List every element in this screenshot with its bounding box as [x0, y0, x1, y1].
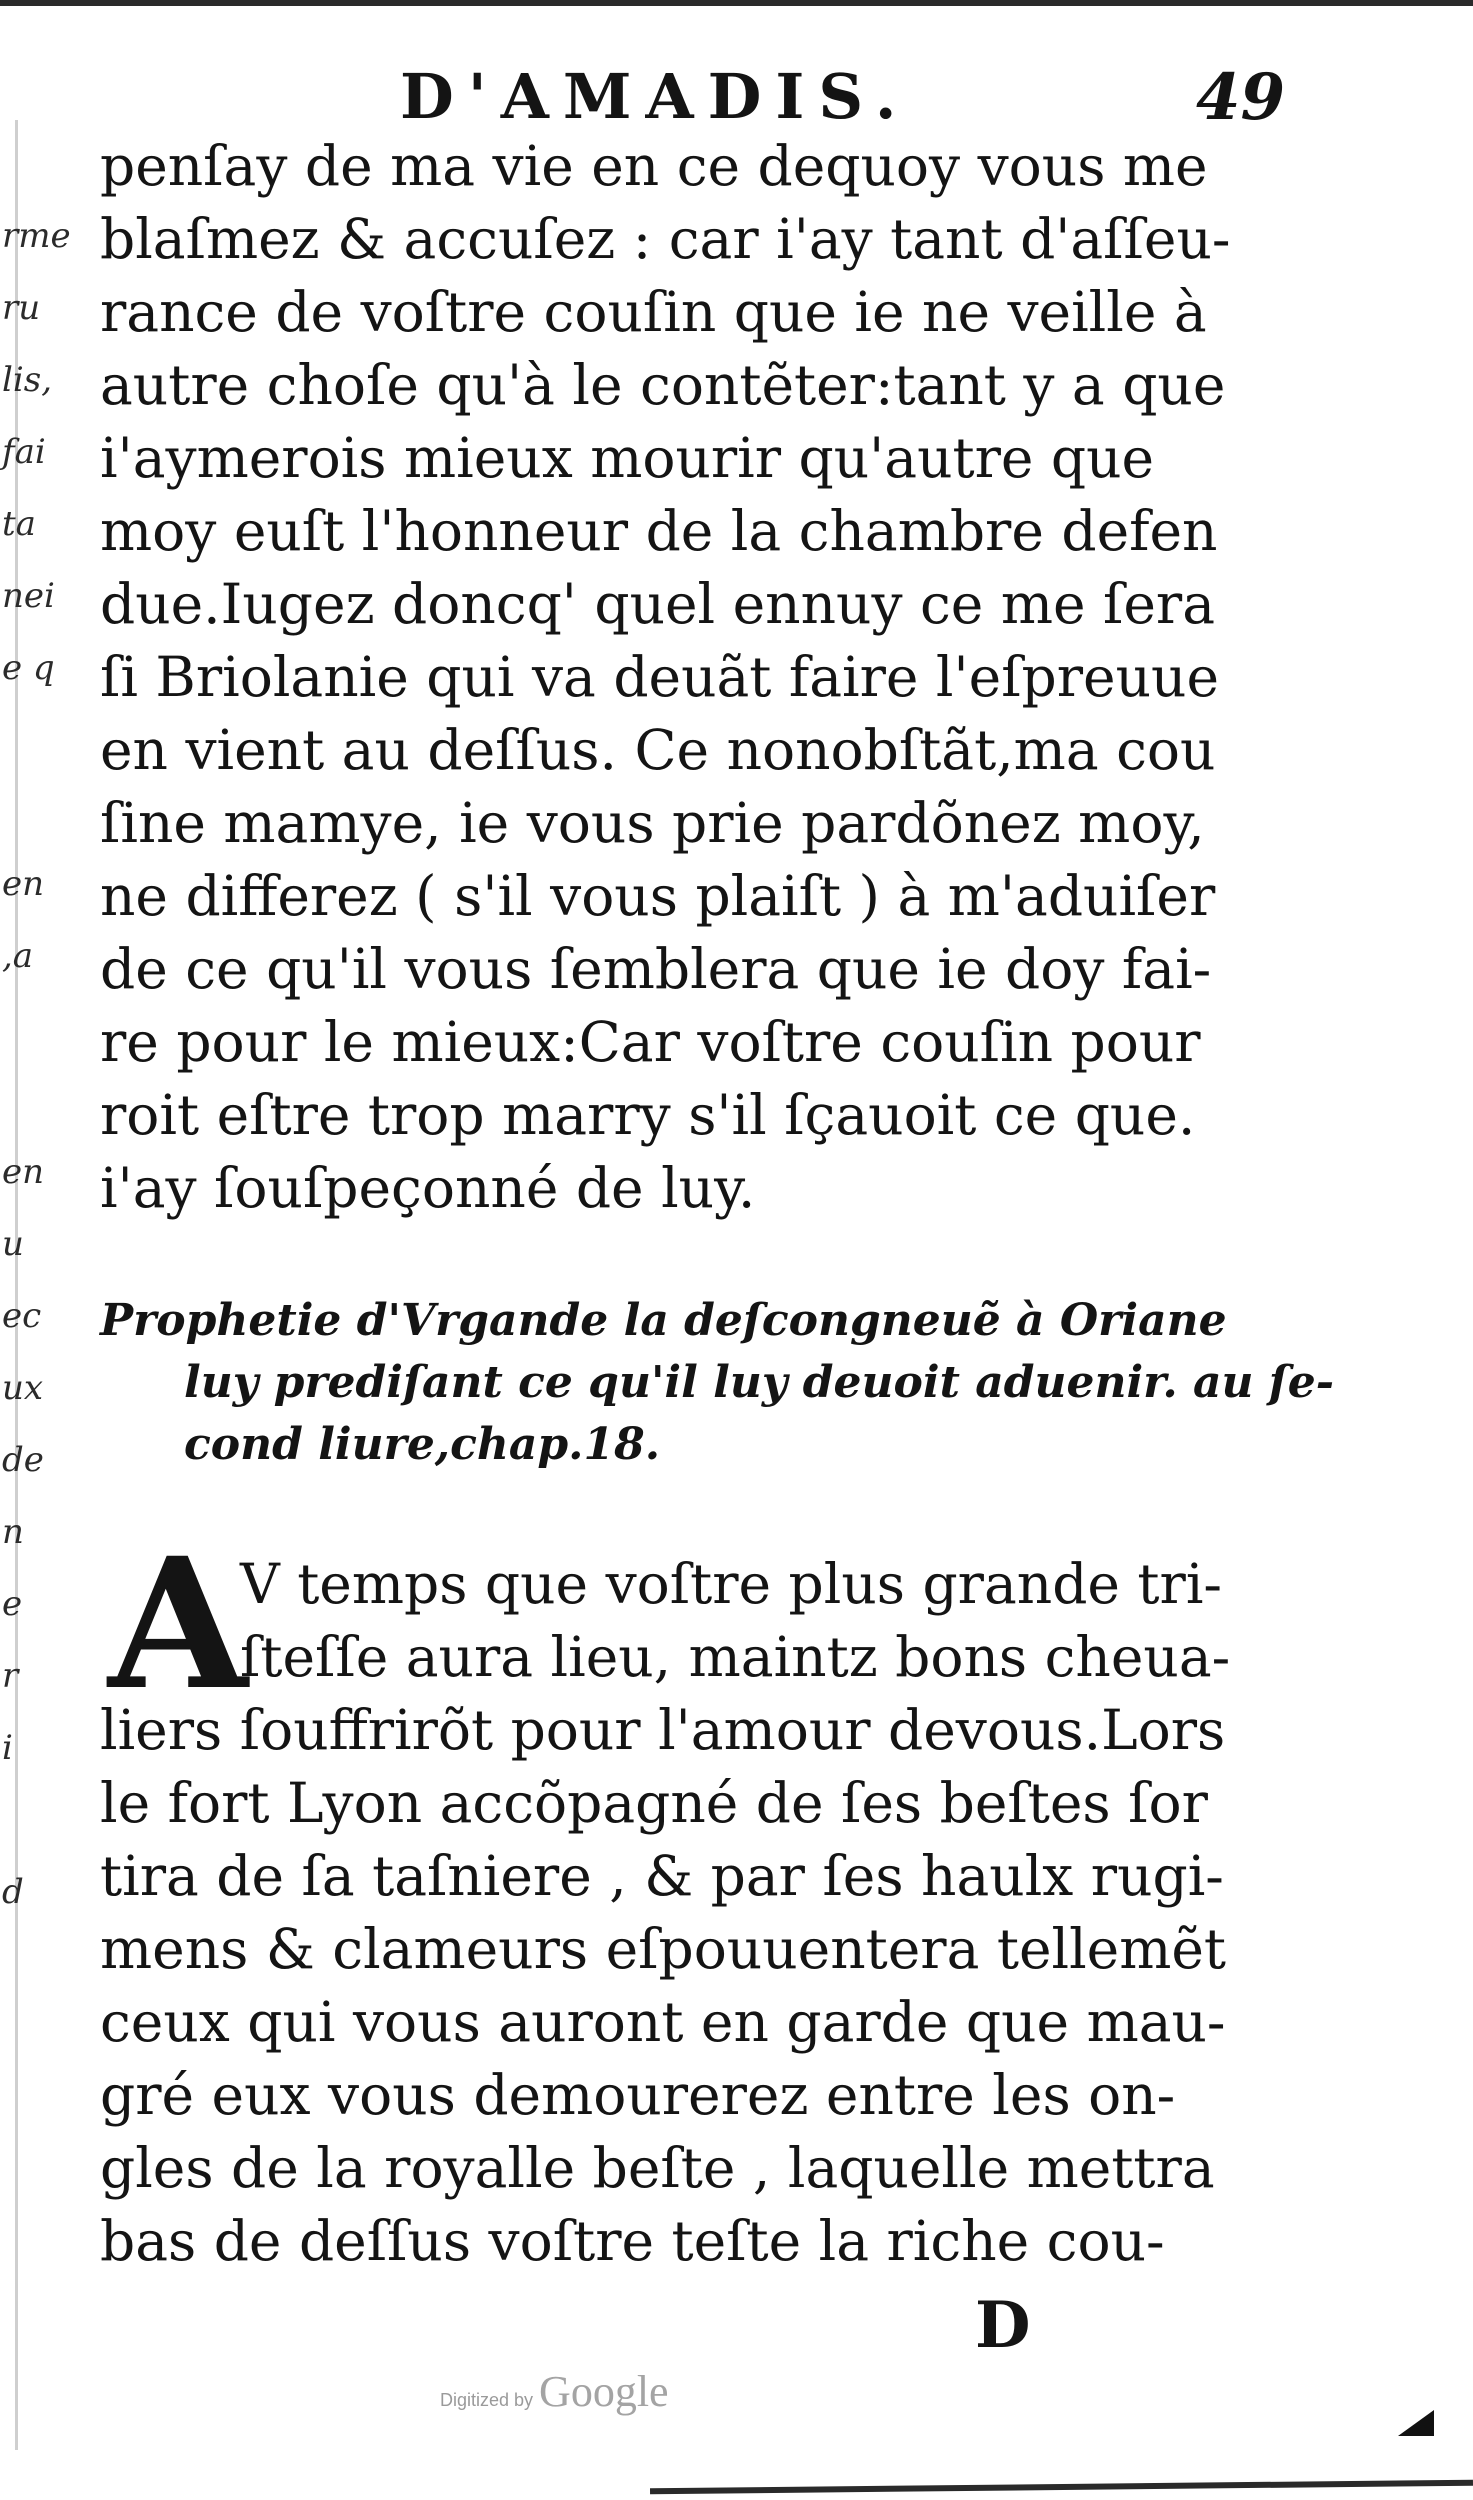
text-line: liers ſouffrirõt pour l'amour devous.Lors: [100, 1698, 1226, 1762]
text-line: le fort Lyon accõpagné de ſes beſtes ſor: [100, 1771, 1208, 1835]
text-line: due.Iugez doncq' quel ennuy ce me ſera: [100, 572, 1216, 636]
bleed-fragment: e q: [2, 648, 55, 688]
bleed-fragment: [2, 704, 62, 776]
text-line: i'aymerois mieux mourir qu'autre que: [100, 426, 1155, 490]
bleed-fragment: [2, 1064, 62, 1136]
bleed-fragment: nei: [2, 576, 55, 616]
text-line: moy euſt l'honneur de la chambre defen: [100, 499, 1218, 563]
bleed-fragment: de: [2, 1440, 44, 1480]
heading-line: luy prediſant ce qu'il luy deuoit aduenir. au ſe-: [184, 1357, 1334, 1408]
text-line: gré eux vous demourerez entre les on-: [100, 2063, 1176, 2127]
signature-mark: D: [975, 2288, 1031, 2363]
scan-bottom-edge: [650, 2480, 1473, 2495]
body-text-top: [100, 130, 1300, 1225]
bleed-fragment: fai: [2, 432, 46, 472]
bleed-fragment: en: [2, 1152, 45, 1192]
text-line: penſay de ma vie en ce dequoy vous me: [100, 134, 1208, 198]
bleed-fragment: ux: [2, 1368, 44, 1408]
text-line: gles de la royalle beſte , laquelle mettra: [100, 2136, 1215, 2200]
bleed-fragment: [2, 1928, 62, 2000]
bleed-fragment: [2, 776, 62, 848]
text-line: ceux qui vous auront en garde que mau-: [100, 1990, 1226, 2054]
text-line: tira de ſa taſniere , & par ſes haulx rugi-: [100, 1844, 1224, 1908]
text-line: ſi Briolanie qui va deuãt faire l'eſpreuue: [100, 645, 1219, 709]
text-line: roit eſtre trop marry s'il ſçauoit ce que.: [100, 1083, 1196, 1147]
digitized-watermark: [440, 2366, 669, 2417]
bleed-fragment: n: [2, 1512, 24, 1552]
text-line: V temps que voſtre plus grande tri-: [240, 1552, 1222, 1616]
bleed-fragment: [2, 2144, 62, 2216]
text-line: ſine mamye, ie vous prie pardõnez moy,: [100, 791, 1205, 855]
text-line: ſteſſe aura lieu, maintz bons cheua-: [240, 1625, 1231, 1689]
bleed-fragment: en: [2, 864, 45, 904]
text-line: ne differez ( s'il vous plaiſt ) à m'aduiſer: [100, 864, 1216, 928]
bleed-fragment: ec: [2, 1296, 42, 1336]
bleed-fragment: d: [2, 1872, 24, 1912]
google-logo: Google: [539, 2367, 669, 2416]
text-line: rance de voſtre couſin que ie ne veille à: [100, 280, 1207, 344]
text-line: autre choſe qu'à le contẽter:tant y a que: [100, 353, 1226, 417]
bleed-fragment: lis,: [2, 360, 53, 400]
scan-top-edge: [0, 0, 1473, 6]
bleed-fragment: ta: [2, 504, 36, 544]
text-line: re pour le mieux:Car voſtre couſin pour: [100, 1010, 1201, 1074]
bleed-fragment: r: [2, 1656, 19, 1696]
bleed-fragment: e: [2, 1584, 23, 1624]
heading-line: Prophetie d'Vrgande la deſcongneuẽ à Oriane: [100, 1295, 1227, 1346]
bleed-fragment: ru: [2, 288, 41, 328]
bleed-fragment: ,a: [2, 936, 34, 976]
corner-fold-mark: [1398, 2410, 1434, 2436]
bleed-fragment: rme: [2, 216, 71, 256]
margin-bleed-through: [2, 200, 71, 2288]
bleed-fragment: [2, 2216, 62, 2288]
page-number: 49: [1196, 60, 1286, 135]
watermark-prefix: Digitized by: [440, 2390, 534, 2410]
text-line: mens & clameurs eſpouuentera tellemẽt: [100, 1917, 1227, 1981]
bleed-fragment: u: [2, 1224, 24, 1264]
drop-cap: A: [108, 1519, 248, 1730]
bleed-fragment: [2, 1784, 62, 1856]
running-title: D'AMADIS.: [400, 60, 911, 133]
chapter-heading: [100, 1290, 1334, 1476]
heading-line: cond liure,chap.18.: [184, 1419, 661, 1470]
text-line: en vient au deſſus. Ce nonobſtãt,ma cou: [100, 718, 1216, 782]
text-line: de ce qu'il vous ſemblera que ie doy fai-: [100, 937, 1212, 1001]
bleed-fragment: [2, 2000, 62, 2072]
bleed-fragment: [2, 992, 62, 1064]
text-line: i'ay ſouſpeçonné de luy.: [100, 1156, 756, 1220]
body-text-prophecy: [100, 1548, 1300, 2278]
bleed-fragment: [2, 2072, 62, 2144]
text-line: blaſmez & accuſez : car i'ay tant d'aſſeu-: [100, 207, 1231, 271]
bleed-fragment: i: [2, 1728, 13, 1768]
text-line: bas de deſſus voſtre teſte la riche cou-: [100, 2209, 1165, 2273]
